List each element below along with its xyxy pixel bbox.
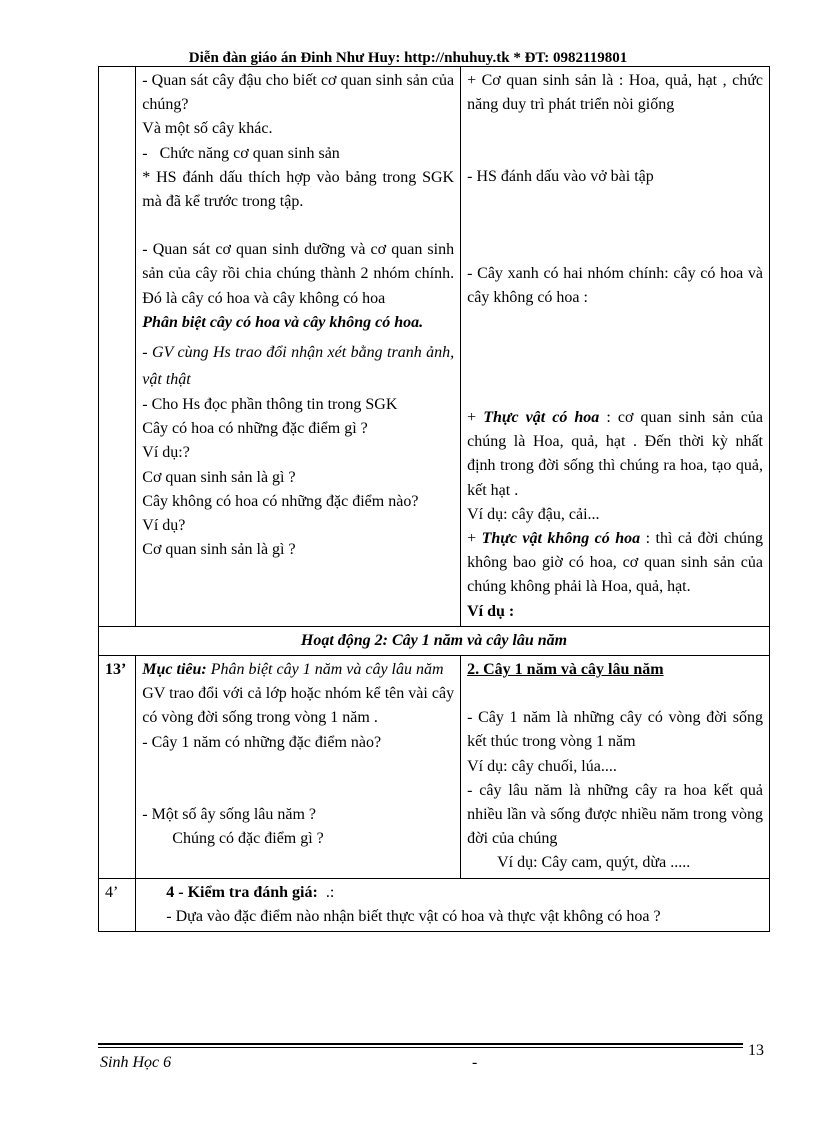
- lesson-table: [98, 66, 770, 932]
- term-desc: : cơ quan sinh sản của chúng là Hoa, quả, hạt . Đến thời kỳ nhất định trong đời sống thì chúng ra hoa, tạo quả, kết hạt .: [467, 409, 764, 499]
- teacher-activity-cell: [136, 656, 461, 879]
- table-row: [99, 656, 770, 879]
- term-desc: : thì cả đời chúng không bao giờ có hoa, cơ quan sinh sản của chúng không phải là Hoa, quả, hạt.: [467, 530, 763, 596]
- text-line: - Cây 1 năm có những đặc điểm nào?: [142, 733, 382, 751]
- term-non-flowering: Thực vật không có hoa: [481, 530, 641, 548]
- text-line: - HS đánh dấu vào vở bài tập: [467, 168, 654, 186]
- term-flowering: Thực vật có hoa: [483, 409, 600, 427]
- text-line: - cây lâu năm là những cây ra hoa kết quả nhiều lần và sống được nhiều năm trong vòng đời của chúng: [467, 781, 763, 848]
- assessment-title: [142, 881, 763, 905]
- text-line: - Cho Hs đọc phần thông tin trong SGK: [142, 396, 398, 414]
- text-line: Ví dụ: cây đậu, cải...: [467, 505, 600, 523]
- table-row: [99, 626, 770, 655]
- text-line: Cơ quan sinh sản là gì ?: [142, 468, 296, 486]
- table-row: [99, 67, 770, 627]
- text-line: Cơ quan sinh sản là gì ?: [142, 541, 296, 559]
- footer-rule: [98, 1043, 743, 1045]
- footer-rule: [98, 1047, 743, 1048]
- time-cell: 4’: [99, 878, 136, 931]
- text-line: Ví dụ:?: [142, 444, 190, 462]
- activity-heading: Hoạt động 2: Cây 1 năm và cây lâu năm: [99, 626, 770, 655]
- objective-label: Mục tiêu:: [142, 661, 207, 679]
- section-heading: Phân biệt cây có hoa và cây không có hoa.: [142, 313, 424, 331]
- text-line: + Thực vật có hoa : cơ quan sinh sản của chúng là Hoa, quả, hạt . Đến thời kỳ nhất định trong đời sống thì chúng ra hoa, tạo quả, kết hạt .: [467, 409, 764, 499]
- teacher-activity-cell: [136, 67, 461, 627]
- assessment-cell: [136, 878, 770, 931]
- text-line: - Chức năng cơ quan sinh sản: [142, 144, 340, 162]
- objective: [142, 658, 454, 682]
- text-line: Ví dụ: Cây cam, quýt, dừa .....: [497, 854, 691, 872]
- time-cell: 13’: [99, 656, 136, 879]
- section-heading: 2. Cây 1 năm và cây lâu năm: [467, 661, 664, 679]
- text-line: Và một số cây khác.: [142, 120, 273, 138]
- text-line: Cây có hoa có những đặc điểm gì ?: [142, 420, 368, 438]
- text-line: Ví dụ: cây chuối, lúa....: [467, 757, 617, 775]
- text-line: - Cây xanh có hai nhóm chính: cây có hoa và cây không có hoa :: [467, 264, 763, 306]
- text-line: - Dựa vào đặc điểm nào nhận biết thực vật có hoa và thực vật không có hoa ?: [166, 907, 661, 925]
- text-line: - Quan sát cơ quan sinh dưỡng và cơ quan sinh sản của cây rồi chia chúng thành 2 nhóm chính. Đó là cây có hoa và cây không có hoa: [142, 241, 455, 307]
- text-line: + Thực vật không có hoa : thì cả đời chúng không bao giờ có hoa, cơ quan sinh sản của chúng không phải là Hoa, quả, hạt.: [467, 530, 763, 596]
- objective-text: Phân biệt cây 1 năm và cây lâu năm: [206, 661, 444, 679]
- text-line: - Cây 1 năm là những cây có vòng đời sống kết thúc trong vòng 1 năm: [467, 709, 763, 751]
- text-line: - Một số ây sống lâu năm ?: [142, 805, 317, 823]
- page-header: Diễn đàn giáo án Đinh Như Huy: http://nhuhuy.tk * ĐT: 0982119801: [188, 50, 628, 66]
- text-line: GV trao đổi với cả lớp hoặc nhóm kể tên vài cây có vòng đời sống trong vòng 1 năm .: [142, 685, 455, 727]
- table-row: [99, 878, 770, 931]
- text-line: * HS đánh dấu thích hợp vào bảng trong SGK mà đã kể trước trong tập.: [142, 168, 455, 211]
- text-line: Cây không có hoa có những đặc điểm nào?: [142, 492, 419, 510]
- student-activity-cell: [461, 67, 770, 627]
- text-line: + Cơ quan sinh sản là : Hoa, quả, hạt , chức năng duy trì phát triển nòi giống: [467, 72, 763, 114]
- time-cell: [99, 67, 136, 627]
- assessment-title-text: 4 - Kiểm tra đánh giá:: [166, 883, 318, 901]
- text-line: Ví dụ :: [467, 602, 515, 620]
- text-line: - GV cùng Hs trao đổi nhận xét bằng tranh ảnh, vật thật: [142, 344, 455, 389]
- student-activity-cell: [461, 656, 770, 879]
- text-line: Chúng có đặc điểm gì ?: [172, 830, 324, 848]
- assessment-title-suffix: .:: [317, 883, 335, 901]
- text-line: - Quan sát cây đậu cho biết cơ quan sinh sản của chúng?: [142, 72, 455, 114]
- text-line: Ví dụ?: [142, 517, 186, 535]
- footer-subject: Sinh Học 6: [100, 1054, 172, 1071]
- footer-dash: -: [472, 1054, 478, 1071]
- page-number: 13: [748, 1042, 764, 1059]
